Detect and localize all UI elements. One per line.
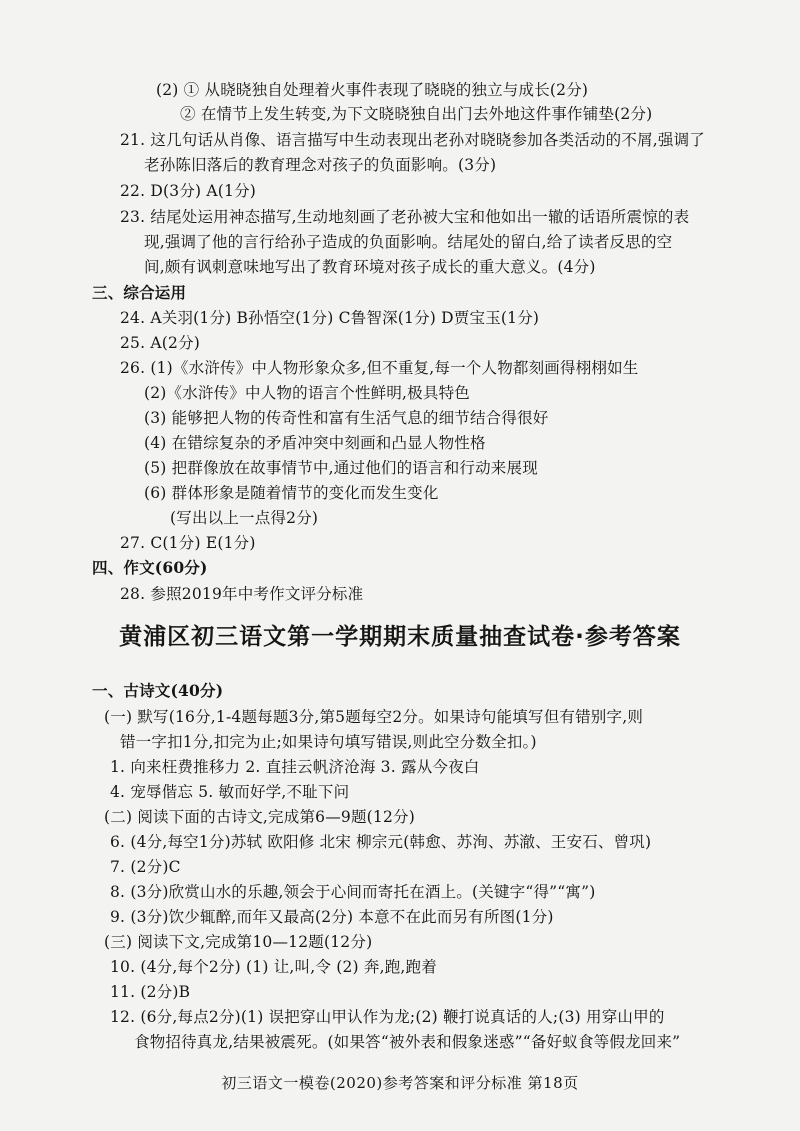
text-line: 12. (6分,每点2分)(1) 误把穿山甲认作为龙;(2) 鞭打说真话的人;(3) 用穿山甲的 — [110, 1008, 665, 1026]
text-line: 6. (4分,每空1分)苏轼 欧阳修 北宋 柳宗元(韩愈、苏洵、苏澈、王安石、曾巩) — [110, 833, 652, 851]
text-line: (4) 在错综复杂的矛盾冲突中刻画和凸显人物性格 — [144, 434, 486, 452]
text-line: 11. (2分)B — [110, 983, 191, 1001]
text-line: (5) 把群像放在故事情节中,通过他们的语言和行动来展现 — [144, 459, 538, 477]
text-line: (3) 能够把人物的传奇性和富有生活气息的细节结合得很好 — [144, 409, 549, 427]
text-line: 7. (2分)C — [110, 858, 181, 876]
text-line: (写出以上一点得2分) — [170, 509, 319, 527]
text-line: 现,强调了他的言行给孙子造成的负面影响。结尾处的留白,给了读者反思的空 — [144, 233, 673, 251]
text-line: (2)《水浒传》中人物的语言个性鲜明,极具特色 — [144, 384, 470, 402]
text-line: 10. (4分,每个2分) (1) 让,叫,令 (2) 奔,跑,跑着 — [110, 958, 437, 976]
text-line: 25. A(2分) — [120, 334, 201, 352]
section-heading: 四、作文(60分) — [92, 558, 208, 577]
text-line: 26. (1)《水浒传》中人物形象众多,但不重复,每一个人物都刻画得栩栩如生 — [120, 359, 639, 377]
text-line: (一) 默写(16分,1-4题每题3分,第5题每空2分。如果诗句能填写但有错别字,则 — [104, 708, 644, 726]
section-heading: 一、古诗文(40分) — [92, 681, 224, 700]
text-line: 食物招待真龙,结果被震死。(如果答“被外表和假象迷惑”“备好蚁食等假龙回来” — [134, 1033, 681, 1051]
text-line: (6) 群体形象是随着情节的变化而发生变化 — [144, 484, 439, 502]
text-line: 间,颇有讽刺意味地写出了教育环境对孩子成长的重大意义。(4分) — [144, 258, 596, 276]
text-line: 9. (3分)饮少辄醉,而年又最高(2分) 本意不在此而另有所图(1分) — [110, 908, 554, 926]
text-line: 21. 这几句话从肖像、语言描写中生动表现出老孙对晓晓参加各类活动的不屑,强调了 — [120, 131, 706, 149]
text-line: 27. C(1分) E(1分) — [120, 534, 256, 552]
text-line: 错一字扣1分,扣完为止;如果诗句填写错误,则此空分数全扣。) — [120, 733, 537, 751]
text-line: (2) ① 从晓晓独自处理着火事件表现了晓晓的独立与成长(2分) — [156, 81, 589, 99]
text-line: 老孙陈旧落后的教育理念对孩子的负面影响。(3分) — [144, 156, 497, 174]
answer-key-title: 黄浦区初三语文第一学期期末质量抽查试卷·参考答案 — [119, 624, 681, 650]
text-line: 24. A关羽(1分) B孙悟空(1分) C鲁智深(1分) D贾宝玉(1分) — [120, 309, 540, 327]
section-heading: 三、综合运用 — [92, 283, 187, 302]
text-line: (二) 阅读下面的古诗文,完成第6—9题(12分) — [104, 808, 415, 826]
text-line: 8. (3分)欣赏山水的乐趣,领会于心间而寄托在酒上。(关键字“得”“寓”) — [110, 883, 596, 901]
text-line: ② 在情节上发生转变,为下文晓晓独自出门去外地这件事作铺垫(2分) — [180, 105, 653, 123]
text-line: 4. 宠辱偕忘 5. 敏而好学,不耻下问 — [110, 783, 350, 801]
text-line: 22. D(3分) A(1分) — [120, 182, 257, 200]
text-line: (三) 阅读下文,完成第10—12题(12分) — [104, 933, 373, 951]
page-footer: 初三语文一模卷(2020)参考答案和评分标准 第18页 — [221, 1074, 579, 1092]
text-line: 28. 参照2019年中考作文评分标准 — [120, 585, 364, 603]
text-line: 1. 向来枉费推移力 2. 直挂云帆济沧海 3. 露从今夜白 — [110, 758, 480, 776]
text-line: 23. 结尾处运用神态描写,生动地刻画了老孙被大宝和他如出一辙的话语所震惊的表 — [120, 208, 690, 226]
